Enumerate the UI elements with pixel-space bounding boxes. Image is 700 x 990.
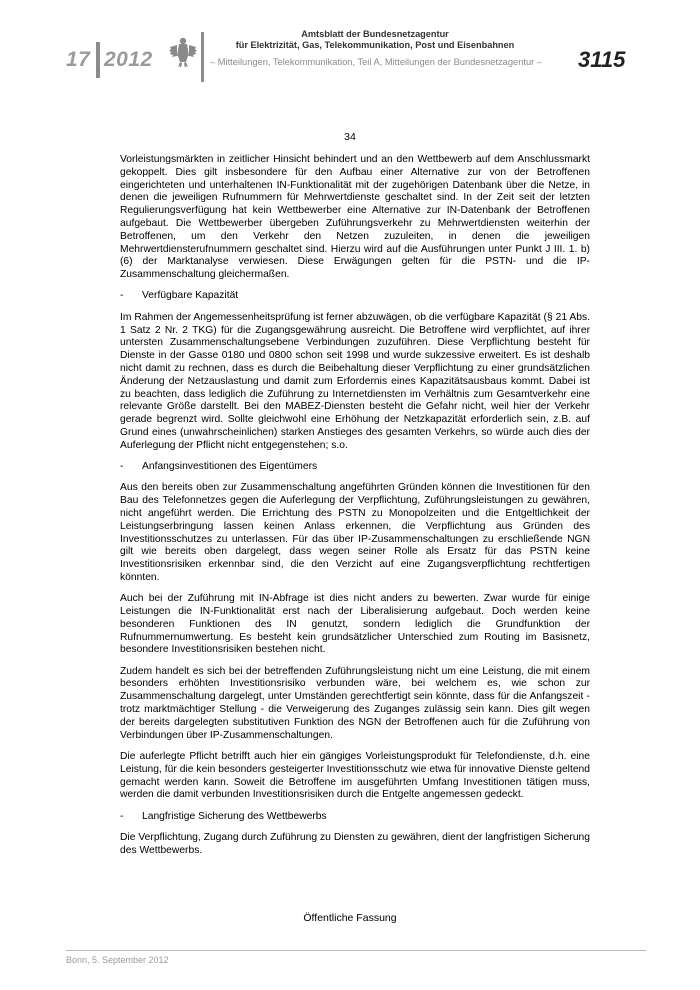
issue-number-value: 17 <box>66 48 91 71</box>
body-paragraph: Vorleistungsmärkten in zeitlicher Hinsicht behindert und an den Wettbewerb auf dem Anschlussmarkt gekoppelt. Dies gilt insbesondere für den Aufbau einer Alternative zur von der Betroffenen eingerichteten und unterhaltenen IN-Funktionalität mit der zugehörigen Datenbank über die Netze, in denen die jeweiligen Rufnummern für Mehrwertdienste geschaltet sind. In der Zeit seit der letzten Regulierungsverfügung hat kein Wettbewerber eine Alternative zur IN-Datenbank der Betroffenen aufgebaut. Die Wettbewerber übergeben Zuführungsverkehr zu Mehrwertdiensten weiterhin der Betroffenen, um den Verkehr den Netzen zuzuleiten, in denen die jeweiligen Mehrwertdiensterufnummern geschaltet sind. Hierzu wird auf die Ausführungen unter Punkt J III. 1. b) (6) der Marktanalyse verwiesen. Diese Erwägungen gelten für die PSTN- und die IP-Zusammenschaltung gleichermaßen. <box>120 154 590 281</box>
footer-divider <box>66 950 646 951</box>
gazette-title-line2: für Elektrizität, Gas, Telekommunikation, Post und Eisenbahnen <box>235 40 515 50</box>
gazette-title-line1: Amtsblatt der Bundesnetzagentur <box>301 29 449 39</box>
section-heading-text: Verfügbare Kapazität <box>142 290 239 302</box>
body-paragraph: Im Rahmen der Angemessenheitsprüfung ist ferner abzuwägen, ob die verfügbare Kapazität (§ 21 Abs. 1 Satz 2 Nr. 2 TKG) für die Zugangsgewährung ausreicht. Die Betroffene wird verpflichtet, auf ihrer untersten Zusammenschaltungsebene Verbindungen zuzuführen. Diese Verpflichtung besteht für Dienste in der Gasse 0180 und 0800 schon seit 1998 und wurde sukzessive erweitert. Es ist deshalb nicht damit zu rechnen, dass es durch die Beibehaltung dieser Verpflichtung zu einer grundsätzlichen Änderung der Netzauslastung und damit zum Erfordernis eines Kapazitätsausbaus kommt. Dabei ist zu beachten, dass lediglich die Zuführung zu Internetdiensten im Verhältnis zum Gesamtverkehr eine relevante Größe darstellt. Bei den MABEZ-Diensten besteht die Gefahr nicht, weil hier der Verkehr gerade begrenzt wird. Sollte gleichwohl eine Erhöhung der Netzkapazität erforderlich sein, z.B. auf Grund eines (unwahrscheinlichen) starken Anstieges des gesamten Verkehrs, so würde auch dies der Auferlegung der Pflicht nicht entgegenstehen; s.o. <box>120 311 590 451</box>
federal-eagle-icon <box>168 36 198 70</box>
document-page-number: 34 <box>344 131 356 143</box>
section-heading-text: Anfangsinvestitionen des Eigentümers <box>142 461 318 473</box>
footer-date: Bonn, 5. September 2012 <box>66 955 169 965</box>
body-paragraph: Die Verpflichtung, Zugang durch Zuführung zu Diensten zu gewähren, dient der langfristigen Sicherung des Wettbewerbs. <box>120 831 590 856</box>
gazette-title <box>210 29 540 51</box>
section-heading <box>120 811 590 824</box>
body-paragraph: Auch bei der Zuführung mit IN-Abfrage ist dies nicht anders zu bewerten. Zwar wurde für einige Leistungen die IN-Funktionalität erst nach der Liberalisierung aufgebaut. Doch werden keine besonderen Funktionen des IN genutzt, sondern lediglich die Grundfunktion der Rufnummernumwertung. Es besteht kein grundsätzlicher Unterschied zum Routing im Basisnetz, besondere Investitionsrisiken bestehen nicht. <box>120 593 590 656</box>
body-paragraph: Aus den bereits oben zur Zusammenschaltung angeführten Gründen können die Investitionen für den Bau des Telefonnetzes gegen die Auferlegung der Verpflichtung, Zuführungsleistungen zu gewähren, nicht angeführt werden. Die Errichtung des PSTN zu Monopolzeiten und die Entgeltlichkeit der Leistungserbringung lassen keinen Anlass erkennen, die Verpflichtung aus Gründen des Investitionsschutzes zu unterlassen. Für das über IP-Zusammenschaltungen zu erschließende NGN gilt wie bereits oben dargelegt, dass wegen seiner Rolle als Ersatz für das PSTN keine Investitionsrisiken erkennbar sind, die den Verzicht auf eine Zugangsverpflichtung rechtfertigen könnten. <box>120 482 590 583</box>
document-body <box>120 154 590 866</box>
bullet-dash: - <box>120 290 124 302</box>
bullet-dash: - <box>120 810 124 822</box>
body-paragraph: Zudem handelt es sich bei der betreffenden Zuführungsleistung nicht um eine Leistung, die mit einem besonders erhöhten Investitionsrisiko verbunden wäre, bei welchem es, wie schon zur Zusammenschaltung dargelegt, unter Umständen gerechtfertigt sein könnte, dass für die Anfangszeit - trotz marktmächtiger Stellung - die Verweigerung des Zuganges zulässig sein kann. Dies gilt wegen der bereits dargelegten substitutiven Funktion des NGN der Betroffenen auch für die Zuführung von Verbindungen über IP-Zusammenschaltungen. <box>120 665 590 741</box>
section-heading-text: Langfristige Sicherung des Wettbewerbs <box>142 810 327 822</box>
section-heading <box>120 290 590 303</box>
header-divider-right <box>201 32 204 82</box>
page-number: 3115 <box>578 47 626 72</box>
body-paragraph: Die auferlegte Pflicht betrifft auch hier ein gängiges Vorleistungsprodukt für Telefondienste, d.h. eine Leistung, für die kein besonders gesteigerter Investitionsschutz wie etwa für innovative Dienste geltend gemacht werden kann. Soweit die Betroffene im ausgeführten Umfang Investitionen tätigen muss, werden die damit verbunden Investitionsrisiken durch die Entgelte angemessen gedeckt. <box>120 750 590 801</box>
section-heading <box>120 461 590 474</box>
issue-year: 2012 <box>104 48 153 71</box>
header-divider-left <box>96 42 100 78</box>
public-version-label: Öffentliche Fassung <box>303 912 397 924</box>
gazette-subtitle: – Mitteilungen, Telekommunikation, Teil A, Mitteilungen der Bundesnetzagentur – <box>210 57 542 67</box>
bullet-dash: - <box>120 461 124 473</box>
